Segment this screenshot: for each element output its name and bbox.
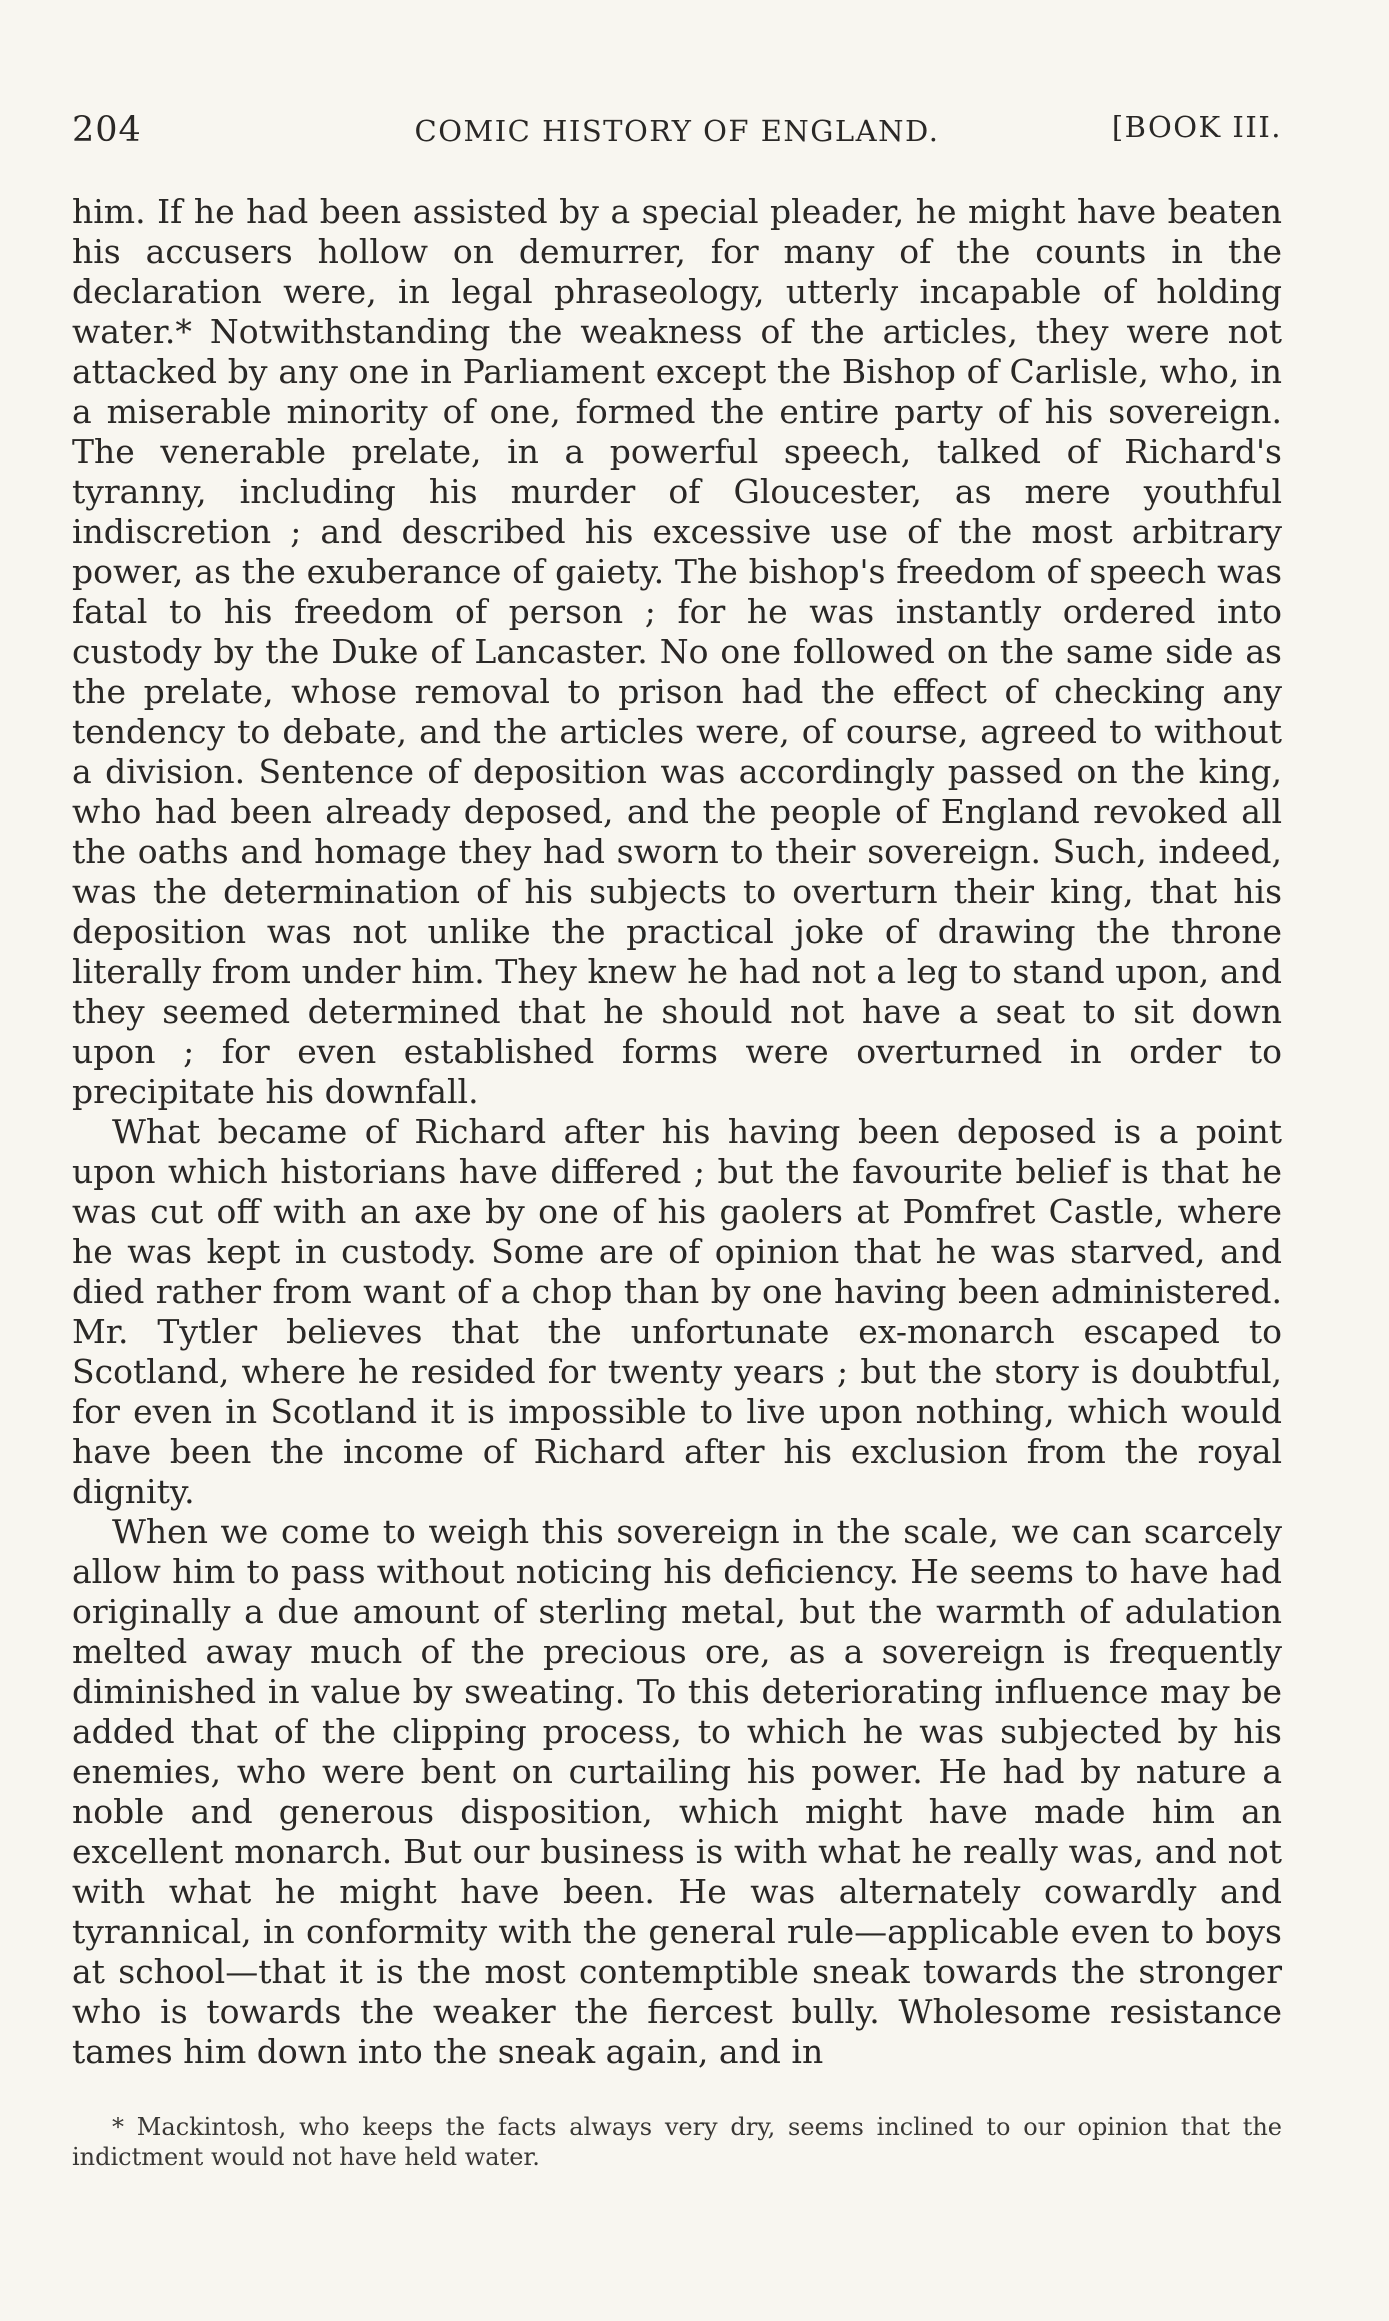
footnote: * Mackintosh, who keeps the facts always very dry, seems inclined to our opinion that the indictment would not have held water. (72, 2113, 1282, 2171)
paragraph-continued: him. If he had been assisted by a special pleader, he might have beaten his accusers hollow on demurrer, for many of the counts in the declaration were, in legal phraseology, utterly incapable of holding water.* Notwithstanding the weakness of the articles, they were not attacked by any one in Parliament except the Bishop of Carlisle, who, in a miserable minority of one, formed the entire party of his sovereign. The venerable prelate, in a powerful speech, talked of Richard's tyranny, including his murder of Gloucester, as mere youthful indiscretion ; and described his excessive use of the most arbitrary power, as the exuberance of gaiety. The bishop's freedom of speech was fatal to his freedom of person ; for he was instantly ordered into custody by the Duke of Lancaster. No one followed on the same side as the prelate, whose removal to prison had the effect of checking any tendency to debate, and the articles were, of course, agreed to without a division. Sentence of deposition was accordingly passed on the king, who had been already deposed, and the people of England revoked all the oaths and homage they had sworn to their sovereign. Such, indeed, was the determination of his subjects to overturn their king, that his deposition was not unlike the practical joke of drawing the throne literally from under him. They knew he had not a leg to stand upon, and they seemed determined that he should not have a seat to sit down upon ; for even established forms were overturned in order to precipitate his downfall. (72, 192, 1282, 1111)
paragraph-richard-fate: What became of Richard after his having been deposed is a point upon which historians have differed ; but the favourite belief is that he was cut off with an axe by one of his gaolers at Pomfret Castle, where he was kept in custody. Some are of opinion that he was starved, and died rather from want of a chop than by one having been administered. Mr. Tytler believes that the unfortunate ex-monarch escaped to Scotland, where he resided for twenty years ; but the story is doubtful, for even in Scotland it is impossible to live upon nothing, which would have been the income of Richard after his exclusion from the royal dignity. (72, 1112, 1282, 1511)
book-page (72, 104, 1282, 2172)
running-head (72, 104, 1282, 152)
book-label: [BOOK III. (1111, 110, 1282, 144)
body-text (72, 192, 1282, 2072)
page-number: 204 (72, 110, 142, 150)
paragraph-sovereign-weighed: When we come to weigh this sovereign in the scale, we can scarcely allow him to pass without noticing his deficiency. He seems to have had originally a due amount of sterling metal, but the warmth of adulation melted away much of the precious ore, as a sovereign is frequently diminished in value by sweating. To this deteriorating influence may be added that of the clipping process, to which he was subjected by his enemies, who were bent on curtailing his power. He had by nature a noble and generous disposition, which might have made him an excellent monarch. But our business is with what he really was, and not with what he might have been. He was alternately cowardly and tyrannical, in conformity with the general rule—applicable even to boys at school—that it is the most contemptible sneak towards the stronger who is towards the weaker the fiercest bully. Wholesome resistance tames him down into the sneak again, and in (72, 1512, 1282, 2071)
running-title: COMIC HISTORY OF ENGLAND. (414, 114, 940, 148)
